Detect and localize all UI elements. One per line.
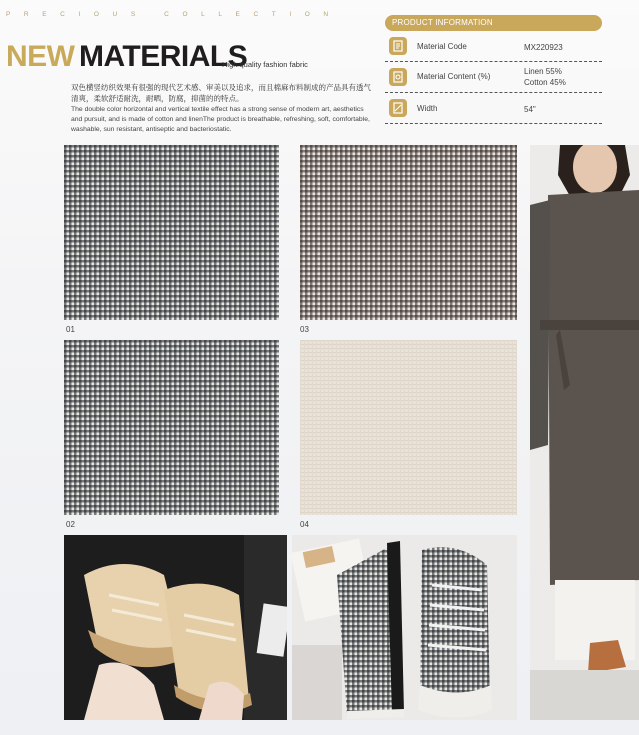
info-row-material-content [385, 62, 602, 93]
composition-icon [389, 68, 407, 86]
ruler-icon [389, 99, 407, 117]
gingham-canvas-sneakers-photo [292, 535, 517, 720]
info-value-width: 54" [524, 105, 536, 114]
document-icon [389, 37, 407, 55]
info-row-material-code [385, 31, 602, 62]
tagline: PRECIOUS COLLECTION [6, 11, 342, 18]
beige-canvas-sneakers-photo [64, 535, 287, 720]
description-chinese: 双色横竖纺织效果有很强的现代艺术感、审美以及追求，而且棉麻布料制成的产品具有透气清爽，柔软舒适耐洗，耐晒，防腐，抑菌的的特点。 [71, 83, 371, 103]
model-in-gray-linen-dress-photo [530, 145, 639, 720]
swatch-03-brown-gingham [300, 145, 517, 320]
info-row-width [385, 93, 602, 124]
product-information-panel [385, 15, 602, 124]
content-linen: Linen 55% [524, 67, 562, 76]
headline-new: NEW [6, 40, 75, 73]
content-cotton: Cotton 45% [524, 78, 566, 87]
info-value-material-code: MX220923 [524, 43, 563, 52]
swatch-number-02: 02 [66, 520, 75, 529]
headline [6, 40, 247, 74]
headline-materials: MATERIALS [78, 40, 248, 73]
swatch-number-01: 01 [66, 325, 75, 334]
subtitle: High quality fashion fabric [222, 60, 308, 69]
info-label-material-code: Material Code [417, 42, 467, 51]
swatch-04-natural-linen [300, 340, 517, 515]
swatch-number-04: 04 [300, 520, 309, 529]
swatch-number-03: 03 [300, 325, 309, 334]
info-value-material-content [524, 66, 566, 88]
swatch-02-black-gingham [64, 340, 279, 515]
description-english: The double color horizontal and vertical textile effect has a strong sense of modern art, aesthetics and pursuit, and is made of cotton and linenThe product is breathable, refreshing, soft, comfortable, washable, sun resistant, antiseptic and bacteriostatic. [71, 106, 370, 133]
info-label-material-content: Material Content (%) [417, 72, 491, 81]
product-information-header: PRODUCT INFORMATION [385, 15, 602, 31]
swatch-01-black-gingham [64, 145, 279, 320]
info-label-width: Width [417, 104, 438, 113]
